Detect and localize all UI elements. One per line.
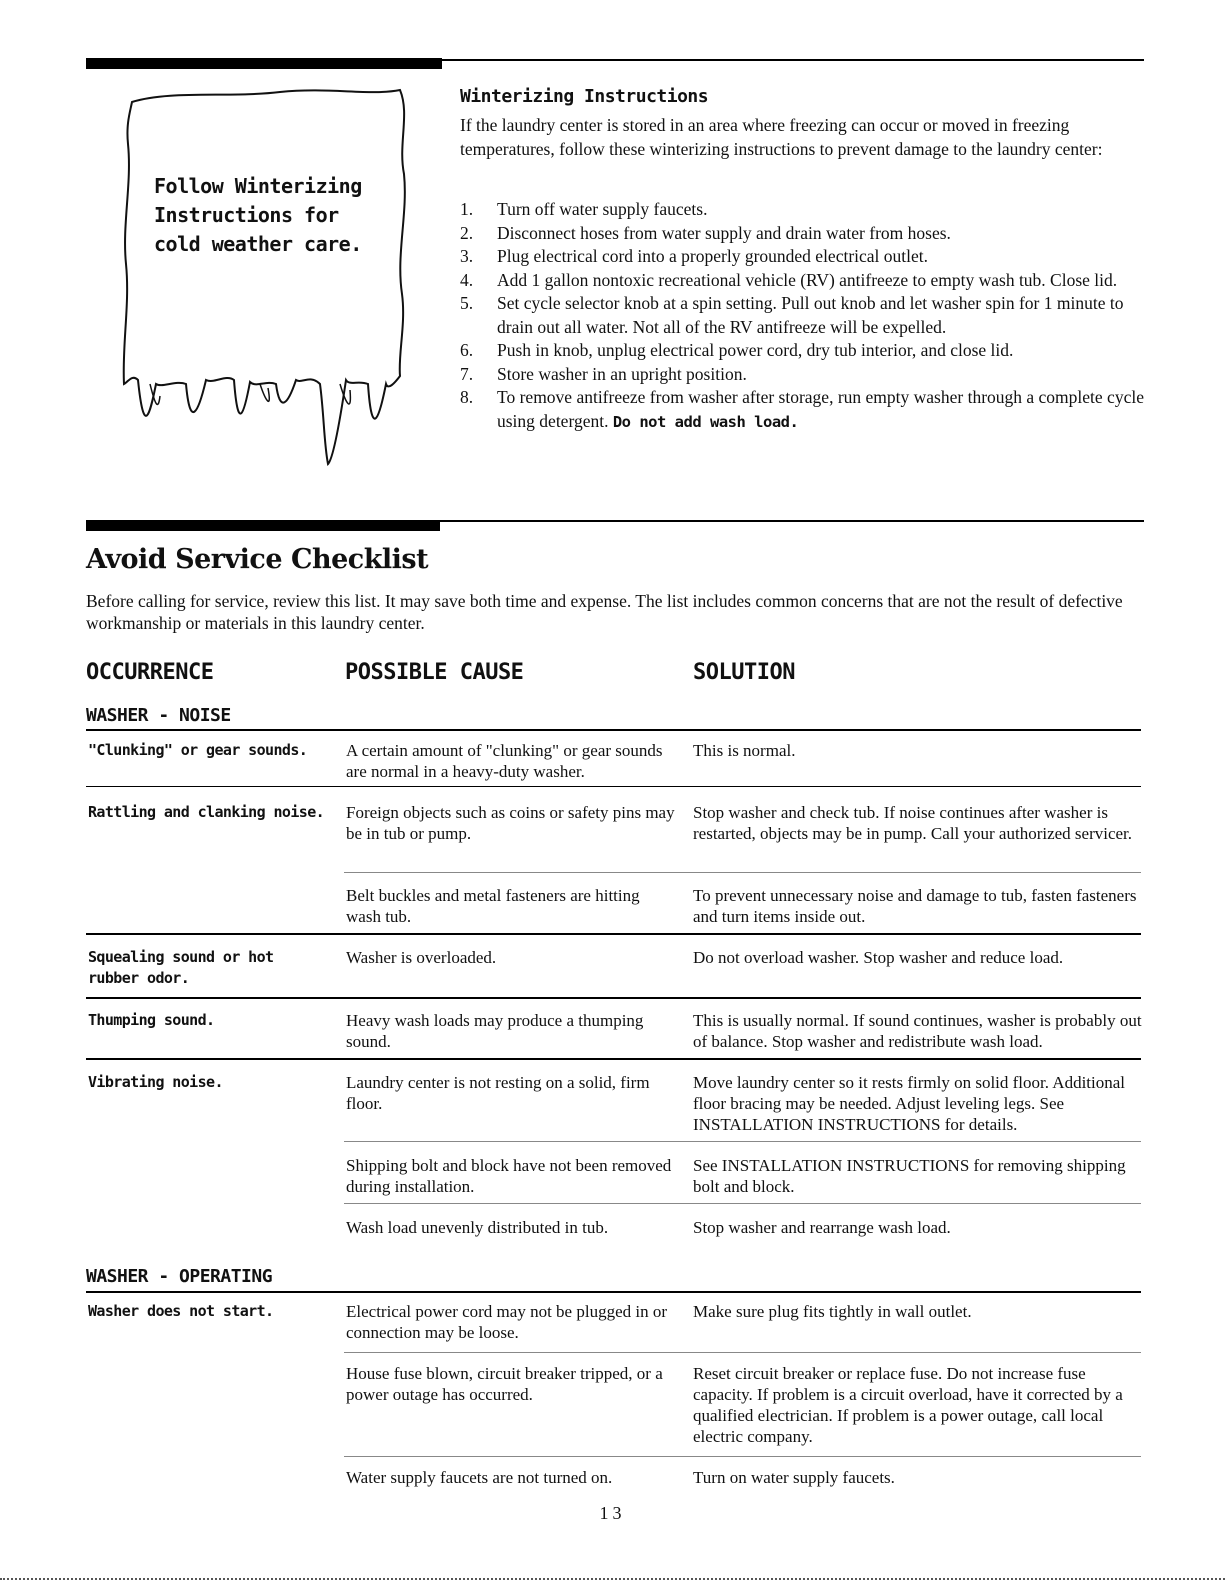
row-cause: Foreign objects such as coins or safety pins may be in tub or pump. (346, 803, 675, 843)
row-occurrence: Thumping sound. (88, 1011, 215, 1029)
page-edge-dots (0, 1578, 1225, 1580)
row-occurrence: Squealing sound or hot rubber odor. (88, 948, 274, 987)
row-solution: This is normal. (693, 741, 796, 760)
section-rule-accent (86, 520, 440, 531)
winterizing-intro: If the laundry center is stored in an area where freezing can occur or moved in freezing temperatures, follow these winterizing instructions to prevent damage to the laundry center: (460, 115, 1103, 159)
table-rule (86, 786, 1141, 787)
row-cause: Shipping bolt and block have not been removed during installation. (346, 1156, 672, 1196)
table-rule (344, 1352, 1141, 1353)
row-solution: See INSTALLATION INSTRUCTIONS for removing shipping bolt and block. (693, 1156, 1126, 1196)
row-solution: Turn on water supply faucets. (693, 1468, 895, 1487)
table-rule (344, 1141, 1141, 1142)
row-cause: Laundry center is not resting on a solid, firm floor. (346, 1073, 650, 1113)
row-cause: Washer is overloaded. (346, 948, 497, 967)
row-occurrence: Vibrating noise. (88, 1073, 223, 1091)
section-title: WASHER - OPERATING (86, 1266, 273, 1287)
header-cause: POSSIBLE CAUSE (345, 660, 524, 685)
row-occurrence: "Clunking" or gear sounds. (88, 741, 308, 759)
row-solution: Stop washer and check tub. If noise continues after washer is restarted, objects may be in pump. Call your authorized servicer. (693, 803, 1133, 843)
step-warning: Do not add wash load. (612, 412, 799, 431)
checklist-intro: Before calling for service, review this list. It may save both time and expense. The list includes common concerns that are not the result of defective workmanship or materials in this laundry center. (86, 591, 1123, 633)
row-occurrence: Rattling and clanking noise. (88, 803, 325, 821)
table-rule (86, 729, 1141, 731)
table-rule (344, 872, 1141, 873)
step-item: 1. Turn off water supply faucets. (460, 199, 708, 219)
step-item: 6. Push in knob, unplug electrical power cord, dry tub interior, and close lid. (460, 340, 1014, 360)
section-title: WASHER - NOISE (86, 705, 231, 726)
table-rule (86, 1291, 1141, 1293)
winterizing-callout: Follow Winterizing Instructions for cold weather care. (154, 174, 362, 256)
checklist-title: Avoid Service Checklist (86, 544, 429, 575)
table-rule (344, 1203, 1141, 1204)
table-rule (86, 997, 1141, 999)
top-rule-accent (86, 58, 442, 69)
row-cause: Heavy wash loads may produce a thumping sound. (346, 1011, 644, 1051)
row-cause: Water supply faucets are not turned on. (346, 1468, 613, 1487)
header-solution: SOLUTION (693, 660, 795, 685)
table-rule (86, 933, 1141, 935)
row-solution: Stop washer and rearrange wash load. (693, 1218, 951, 1237)
step-item: 2. Disconnect hoses from water supply and drain water from hoses. (460, 222, 951, 243)
page-number: 13 (599, 1503, 626, 1523)
row-solution: Do not overload washer. Stop washer and reduce load. (693, 948, 1064, 967)
row-cause: A certain amount of "clunking" or gear sounds are normal in a heavy-duty washer. (346, 741, 663, 781)
step-item: 3. Plug electrical cord into a properly grounded electrical outlet. (460, 246, 929, 266)
step-item: 5. Set cycle selector knob at a spin setting. Pull out knob and let washer spin for 1 minute to drain out all water. Not all of the RV antifreeze will be expelled. (460, 293, 1124, 337)
winterizing-title: Winterizing Instructions (460, 86, 709, 107)
row-cause: Belt buckles and metal fasteners are hitting wash tub. (346, 886, 640, 926)
table-rule (86, 1058, 1141, 1060)
icicle-frame-icon (110, 84, 420, 476)
row-solution: To prevent unnecessary noise and damage to tub, fasten fasteners and turn items inside out. (693, 886, 1137, 926)
winterizing-steps (460, 198, 1150, 434)
row-cause: Wash load unevenly distributed in tub. (346, 1218, 609, 1237)
table-rule (344, 1456, 1141, 1457)
step-item: 8. To remove antifreeze from washer after storage, run empty washer through a complete cycle using detergent. Do not add wash load. (460, 387, 1144, 431)
row-cause: Electrical power cord may not be plugged in or connection may be loose. (346, 1302, 667, 1342)
step-item: 4. Add 1 gallon nontoxic recreational vehicle (RV) antifreeze to empty wash tub. Close lid. (460, 269, 1118, 290)
row-solution: This is usually normal. If sound continues, washer is probably out of balance. Stop washer and redistribute wash load. (693, 1011, 1142, 1051)
row-solution: Reset circuit breaker or replace fuse. Do not increase fuse capacity. If problem is a circuit overload, have it corrected by a qualified electrician. If problem is a power outage, call local electric company. (693, 1364, 1123, 1446)
step-item: 7. Store washer in an upright position. (460, 363, 747, 384)
row-occurrence: Washer does not start. (88, 1302, 274, 1320)
row-cause: House fuse blown, circuit breaker tripped, or a power outage has occurred. (346, 1364, 663, 1404)
header-occurrence: OCCURRENCE (86, 660, 214, 685)
row-solution: Make sure plug fits tightly in wall outlet. (693, 1302, 972, 1321)
row-solution: Move laundry center so it rests firmly on solid floor. Additional floor bracing may be needed. Adjust leveling legs. See INSTALLATION INSTRUCTIONS for details. (693, 1073, 1126, 1134)
